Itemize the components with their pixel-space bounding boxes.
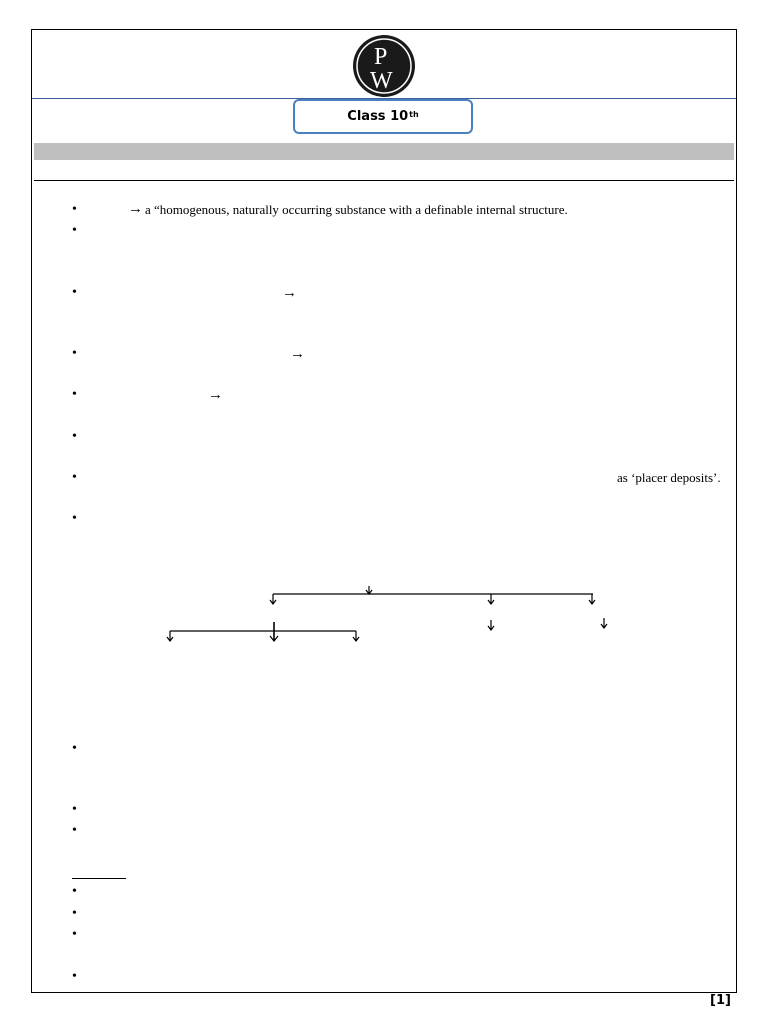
arrow-glyph: → (128, 201, 143, 217)
heading-underline (72, 878, 126, 879)
bullet: • (72, 969, 77, 984)
placer-deposits-text: as ‘placer deposits’. (617, 470, 721, 485)
mineral-definition-text: a “homogenous, naturally occurring substance with a definable internal structure. (145, 202, 568, 217)
arrow-glyph: → (208, 387, 223, 403)
bullet: • (72, 387, 77, 402)
bullet: • (72, 202, 77, 217)
bullet: • (72, 511, 77, 526)
svg-text:W: W (370, 68, 393, 94)
bullet: • (72, 470, 77, 485)
bullet: • (72, 823, 77, 838)
bullet: • (72, 884, 77, 899)
bullet: • (72, 927, 77, 942)
bullet: • (72, 346, 77, 361)
page-number: [1] (710, 993, 731, 1008)
arrow-glyph: → (282, 285, 297, 301)
arrow-glyph: → (290, 346, 305, 362)
bullet: • (72, 741, 77, 756)
class-title: Class 10 (347, 109, 409, 124)
svg-text:P: P (374, 44, 388, 70)
bullet: • (72, 285, 77, 300)
bullet: • (72, 906, 77, 921)
bullet: • (72, 223, 77, 238)
bullet: • (72, 429, 77, 444)
bullet: • (72, 802, 77, 817)
class-title-superscript: th (409, 110, 419, 119)
